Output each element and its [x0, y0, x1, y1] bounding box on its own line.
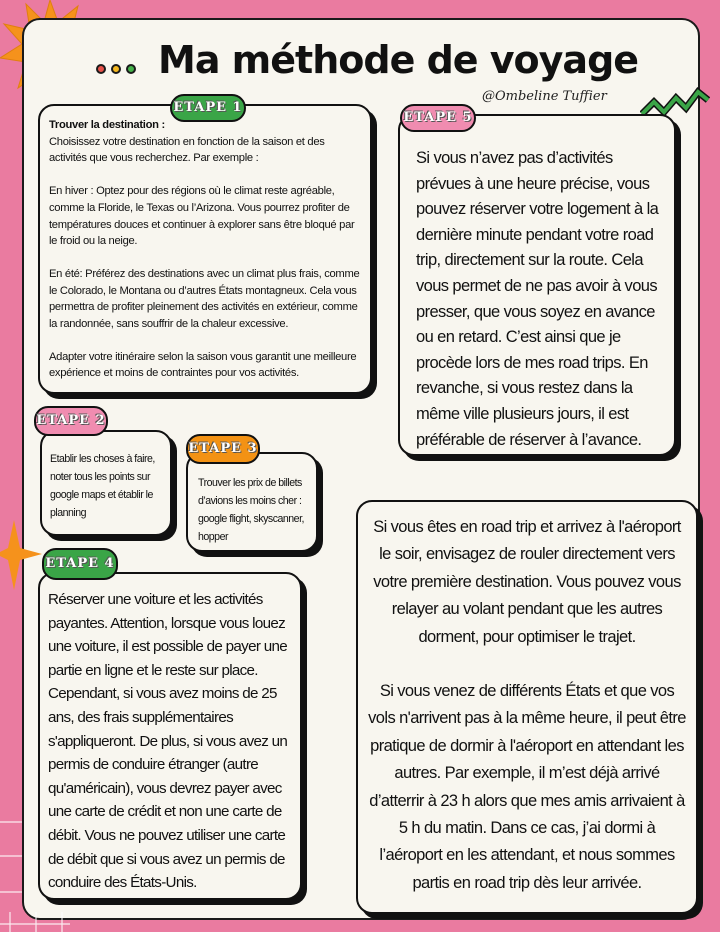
step4-badge: ETAPE 4 — [42, 548, 118, 580]
tips-paragraph-1: Si vous êtes en road trip et arrivez à l'aéroport le soir, envisagez de rouler directement vers votre première destination. Vous pouvez vous relayer au volant pendant que les autres dorment, pour optimiser le trajet. — [373, 518, 681, 646]
step1-card — [38, 104, 372, 394]
step5-card — [398, 114, 676, 456]
step3-text: Trouver les prix de billets d’avions les moins cher : google flight, skyscanner, hopper — [198, 477, 304, 543]
grid-lines-decoration — [0, 816, 70, 932]
orange-star-icon — [0, 520, 44, 590]
tips-card — [356, 500, 698, 914]
window-dots — [96, 64, 136, 74]
dot-yellow — [111, 64, 121, 74]
step2-badge: ETAPE 2 — [34, 406, 108, 436]
step5-text: Si vous n’avez pas d’activités prévues à une heure précise, vous pouvez réserver votre logement à la dernière minute pendant votre road trip, directement sur la route. Cela vous permet de ne pas avoir à vous presser, que vous soyez en avance ou en retard. C’est ainsi que je procède lors de mes road trips. En revanche, si vous restez dans la même ville plusieurs jours, il est préférable de réserver à l’avance. — [416, 149, 659, 449]
step3-card — [186, 452, 318, 552]
step3-badge: ETAPE 3 — [186, 434, 260, 464]
dot-red — [96, 64, 106, 74]
step1-winter: En hiver : Optez pour des régions où le climat reste agréable, comme la Floride, le Texas ou l’Arizona. Vous pourrez profiter de températures douces et continuer à explorer sans être bloqué par le froid ou la neige. — [49, 185, 355, 248]
step1-badge: ETAPE 1 — [170, 94, 246, 122]
step1-conclusion: Adapter votre itinéraire selon la saison vous garantit une meilleure expérience et moins de contraintes pour vos activités. — [49, 350, 357, 380]
dot-green — [126, 64, 136, 74]
step1-summer: En été: Préférez des destinations avec un climat plus frais, comme le Colorado, le Montana ou d’autres États montagneux. Cela vous permettra de profiter pleinement des activités en extérieur, comme la randonnée, sans souffrir de la chaleur excessive. — [49, 267, 360, 331]
step4-text: Réserver une voiture et les activités payantes. Attention, lorsque vous louez une voiture, il est possible de payer une partie en ligne et le reste sur place. Cependant, si vous avez moins de 25 ans, des frais supplémentaires s'appliqueront. De plus, si vous avez un permis de conduire étranger (autre qu'américain), vous devrez payer avec une carte de crédit et non une carte de débit. Vous ne pouvez utiliser une carte de débit que si vous avez un permis de conduire des États-Unis. — [48, 591, 288, 892]
page-title: Ma méthode de voyage — [158, 38, 639, 82]
step2-card — [40, 430, 172, 536]
step1-heading: Trouver la destination : — [49, 119, 165, 131]
step1-intro: Choisissez votre destination en fonction de la saison et des activités que vous recherchez. Par exemple : — [49, 135, 325, 165]
author-signature: @Ombeline Tuffier — [482, 89, 607, 104]
step4-card — [38, 572, 302, 900]
tips-paragraph-2: Si vous venez de différents États et que vos vols n'arrivent pas à la même heure, il peut être pratique de dormir à l'aéroport en attendant les autres. Par exemple, il m’est déjà arrivé d’atterrir à 23 h alors que mes amis arrivaient à 5 h du matin. Dans ce cas, j’ai dormi à l’aéroport en les attendant, et nous sommes partis en road trip dès leur arrivée. — [368, 682, 686, 892]
step2-text: Etablir les choses à faire, noter tous les points sur google maps et établir le planning — [50, 453, 155, 519]
step5-badge: ETAPE 5 — [400, 104, 476, 132]
